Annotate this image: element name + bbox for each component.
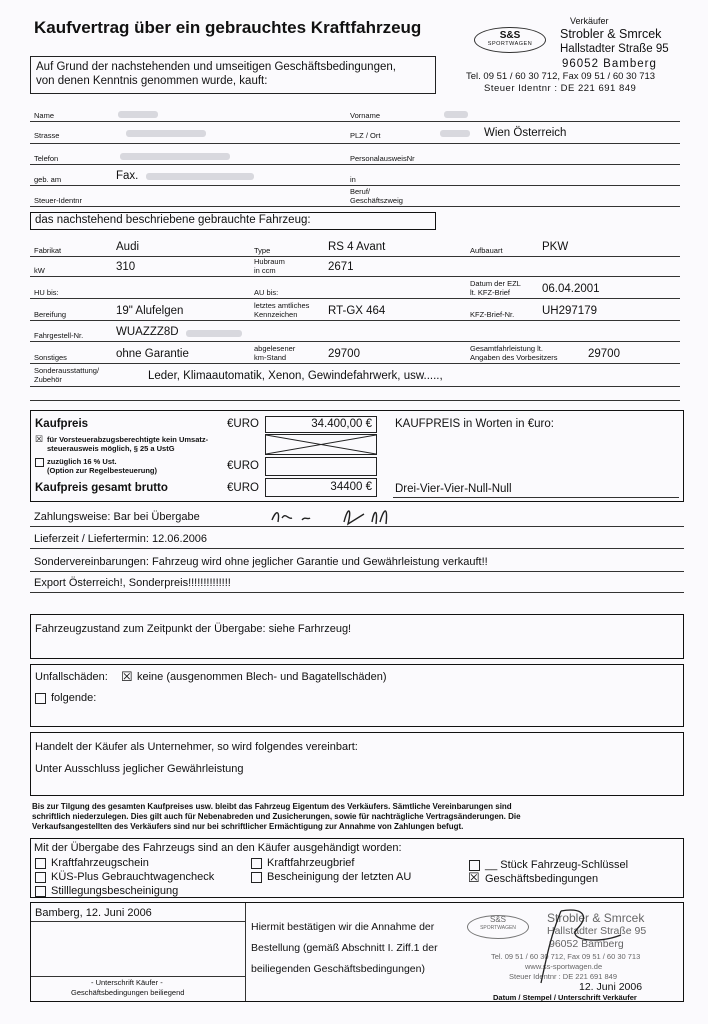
steuer-label: Steuer-Identnr xyxy=(34,196,82,205)
folgende-checkbox[interactable] xyxy=(35,693,46,704)
zahlungsweise: Zahlungsweise: Bar bei Übergabe xyxy=(34,511,200,523)
kaufpreis-worte-label: KAUFPREIS in Worten in €uro: xyxy=(395,418,554,430)
sondervereinbarungen: Sondervereinbarungen: Fahrzeug wird ohne jeglicher Garantie und Gewährleistung verkauft!! xyxy=(34,556,488,568)
vehicle-header: das nachstehend beschriebene gebrauchte Fahrzeug: xyxy=(35,214,311,226)
brief-value: UH297179 xyxy=(542,305,597,317)
fahrgestell-value: WUAZZZ8D xyxy=(116,326,179,338)
redacted-plz xyxy=(440,130,470,137)
kennzeichen-label-2: Kennzeichen xyxy=(254,310,298,319)
divider xyxy=(30,143,680,144)
uebergabe-box xyxy=(30,838,684,898)
stamp-web: www.ss-sportwagen.de xyxy=(525,962,603,971)
plz-label: PLZ / Ort xyxy=(350,131,381,140)
hubraum-value: 2671 xyxy=(328,261,354,273)
intro-line-2: von denen Kenntnis genommen wurde, kauft: xyxy=(36,75,268,87)
stamp-city: 96052 Bamberg xyxy=(549,938,624,950)
unfall-value: keine (ausgenommen Blech- und Bagatellschäden) xyxy=(137,671,387,683)
stamp-logo-bottom: SPORTWAGEN xyxy=(480,925,516,931)
au-bescheinigung-checkbox[interactable] xyxy=(251,872,262,883)
export-note: Export Österreich!, Sonderpreis!!!!!!!!!!!!!! xyxy=(34,577,231,589)
sonstiges-value: ohne Garantie xyxy=(116,348,189,360)
kfz-brief-checkbox[interactable] xyxy=(251,858,262,869)
vehicle-header-box xyxy=(30,212,436,230)
km-value: 29700 xyxy=(328,348,360,360)
divider xyxy=(30,256,680,257)
seller-name: Strobler & Smrcek xyxy=(560,27,662,41)
footer-divider xyxy=(245,903,246,1001)
kennzeichen-value: RT-GX 464 xyxy=(328,305,386,317)
eigentumsvorbehalt xyxy=(32,802,521,832)
cross-mark-icon xyxy=(266,435,376,454)
ezl-source-label: lt. KFZ-Brief xyxy=(470,288,511,297)
fabrikat-value: Audi xyxy=(116,241,140,253)
intro-line-1: Auf Grund der nachstehenden und umseitigen Geschäftsbedingungen, xyxy=(36,61,396,73)
schluessel-label: __ Stück Fahrzeug-Schlüssel xyxy=(485,859,629,871)
beruf-label: Beruf/ xyxy=(350,187,371,196)
crossed-field xyxy=(265,434,377,455)
divider xyxy=(30,298,680,299)
divider xyxy=(31,921,245,922)
ort-datum: Bamberg, 12. Juni 2006 xyxy=(35,907,152,919)
fabrikat-label: Fabrikat xyxy=(34,246,62,255)
in-label: in xyxy=(350,175,356,184)
divider xyxy=(30,206,680,207)
bestaetigung-line-1: Hiermit bestätigen wir die Annahme der xyxy=(251,921,435,933)
redacted-vorname xyxy=(444,111,468,118)
aufbauart-value: PKW xyxy=(542,241,569,253)
zustand-box xyxy=(30,614,684,659)
divider xyxy=(30,548,684,549)
type-label: Type xyxy=(254,246,271,255)
stamp-phone: Tel. 09 51 / 60 30 712, Fax 09 51 / 60 30 713 xyxy=(491,952,641,961)
ezl-value: 06.04.2001 xyxy=(542,283,600,295)
folgende-label: folgende: xyxy=(51,692,97,704)
hubraum-label: Hubraum xyxy=(254,257,285,266)
brutto-label: Kaufpreis gesamt brutto xyxy=(35,482,168,494)
seller-phone: Tel. 09 51 / 60 30 712, Fax 09 51 / 60 30 713 xyxy=(466,71,656,82)
eigentum-line-1: Bis zur Tilgung des gesamten Kaufpreises usw. bleibt das Fahrzeug Eigentum des Verkäufers. Sämtliche Vereinbarungen sind xyxy=(32,802,512,811)
strasse-label: Strasse xyxy=(34,131,60,140)
redacted-fahrgestell xyxy=(186,330,242,337)
ausweis-label: PersonalausweisNr xyxy=(350,154,415,163)
kaufpreis-field xyxy=(265,416,377,433)
gesamt-label: Gesamtfahrleistung lt. xyxy=(470,344,543,353)
unterschrift-kaeufer: - Unterschrift Käufer - xyxy=(91,978,163,987)
divider xyxy=(30,386,680,387)
unternehmer-label: Handelt der Käufer als Unternehmer, so wird folgendes vereinbart: xyxy=(35,741,358,753)
hu-label: HU bis: xyxy=(34,288,59,297)
unternehmer-value: Unter Ausschluss jeglicher Gewährleistung xyxy=(35,763,244,775)
zustand: Fahrzeugzustand zum Zeitpunkt der Übergabe: siehe Farhrzeug! xyxy=(35,623,352,635)
option-1-line-1: für Vorsteuerabzugsberechtigte kein Umsatz- xyxy=(47,435,209,444)
km-label: abgelesener xyxy=(254,344,296,353)
divider xyxy=(30,592,684,593)
kaufpreis-label: Kaufpreis xyxy=(35,418,89,430)
fax-value: Fax. xyxy=(116,170,139,182)
seller-stamp xyxy=(451,907,681,991)
price-box xyxy=(30,410,684,502)
unfall-box xyxy=(30,664,684,727)
option-2-line-2: (Option zur Regelbesteuerung) xyxy=(47,466,158,475)
sonderausstattung-value: Leder, Klimaautomatik, Xenon, Gewindefahrwerk, usw....., xyxy=(148,370,443,382)
divider xyxy=(30,320,680,321)
zubehoer-label: Zubehör xyxy=(34,375,62,384)
kaufpreis-value: 34.400,00 € xyxy=(311,418,372,430)
redacted-telefon xyxy=(120,153,230,160)
uebergabe-title: Mit der Übergabe des Fahrzeugs sind an den Käufer ausgehändigt worden: xyxy=(34,842,402,854)
euro-label-1: €URO xyxy=(227,418,259,430)
brutto-value: 34400 € xyxy=(330,481,372,493)
stamp-name: Strobler & Smrcek xyxy=(547,911,645,925)
divider xyxy=(30,276,680,277)
redacted-fax xyxy=(146,173,254,180)
unfall-label: Unfallschäden: xyxy=(35,671,108,683)
kues-label: KÜS-Plus Gebrauchtwagencheck xyxy=(51,871,215,883)
name-label: Name xyxy=(34,111,55,120)
euro-label-3: €URO xyxy=(227,482,259,494)
gesamt-label-2: Angaben des Vorbesitzers xyxy=(470,353,558,362)
divider xyxy=(30,185,680,186)
eigentum-line-3: Verkaufsangestellten des Verkäufers sind nur bei schriftlicher Ermächtigung zur Annahme von Zahlungen befugt. xyxy=(32,822,464,831)
brief-label: KFZ-Brief-Nr. xyxy=(470,310,515,319)
option-1-line-2: steuerausweis möglich, § 25 a UstG xyxy=(47,444,175,453)
stilllegung-checkbox[interactable] xyxy=(35,886,46,897)
unternehmer-box xyxy=(30,732,684,796)
worte-line xyxy=(393,497,679,498)
datum-stempel-label: Datum / Stempel / Unterschrift Verkäufer xyxy=(493,993,637,1002)
kues-checkbox[interactable] xyxy=(35,872,46,883)
divider xyxy=(30,526,684,527)
vorname-label: Vorname xyxy=(350,111,381,120)
seller-logo xyxy=(474,27,546,53)
redacted-strasse xyxy=(126,130,206,137)
ezl-label: Datum der EZL xyxy=(470,279,521,288)
kfz-schein-checkbox[interactable] xyxy=(35,858,46,869)
kw-label: kW xyxy=(34,266,45,275)
document-title: Kaufvertrag über ein gebrauchtes Kraftfahrzeug xyxy=(34,18,422,37)
telefon-label: Telefon xyxy=(34,154,59,163)
signature-icon xyxy=(521,905,641,989)
kfz-schein-label: Kraftfahrzeugschein xyxy=(51,857,149,869)
option-2-checkbox[interactable] xyxy=(35,458,44,467)
gesamt-value: 29700 xyxy=(588,348,620,360)
kw-value: 310 xyxy=(116,261,136,273)
brutto-field xyxy=(265,478,377,497)
unfall-keine-checkbox[interactable]: ☒ xyxy=(121,669,133,684)
signature-line xyxy=(31,976,245,977)
bestaetigung xyxy=(251,917,438,980)
sonderausstattung-label: Sonderausstattung/ xyxy=(34,366,100,375)
stamp-logo-top: S&S xyxy=(489,915,506,924)
eigentum-line-2: schriftlich niederzulegen. Dies gilt auch für Nebenabreden und Zusicherungen, sowie für nachträgliche Vertragsänderungen. Die xyxy=(32,812,521,821)
fahrgestell-label: Fahrgestell-Nr. xyxy=(34,331,84,340)
stamp-date: 12. Juni 2006 xyxy=(579,981,643,993)
stamp-street: Hallstadter Straße 95 xyxy=(547,925,647,937)
sonstiges-label: Sonstiges xyxy=(34,353,67,362)
bestaetigung-line-3: beiliegenden Geschäftsbedingungen) xyxy=(251,963,425,975)
stilllegung-label: Stilllegungsbescheinigung xyxy=(51,885,179,897)
seller-city: 96052 Bamberg xyxy=(562,58,657,70)
divider xyxy=(30,571,684,572)
divider xyxy=(30,164,680,165)
redacted-name xyxy=(118,111,158,118)
option-1-checkbox[interactable]: ☒ xyxy=(35,434,44,444)
divider xyxy=(30,400,680,401)
au-label: AU bis: xyxy=(254,288,279,297)
hubraum-unit-label: in ccm xyxy=(254,266,276,275)
au-bescheinigung-label: Bescheinigung der letzten AU xyxy=(267,871,412,883)
intro-box xyxy=(30,56,436,94)
divider xyxy=(30,363,680,364)
ust-field xyxy=(265,457,377,476)
geschaeftszweig-label: Geschäftszweig xyxy=(350,196,403,205)
seller-tax: Steuer Identnr : DE 221 691 849 xyxy=(484,83,637,94)
gb-checkbox[interactable]: ☒ xyxy=(468,870,480,885)
plz-value: Wien Österreich xyxy=(484,127,567,139)
kennzeichen-label: letztes amtliches xyxy=(254,301,310,310)
stamp-tax: Steuer Identnr : DE 221 691 849 xyxy=(509,972,617,981)
divider xyxy=(30,121,680,122)
signature-icon xyxy=(268,502,428,528)
brutto-worte: Drei-Vier-Vier-Null-Null xyxy=(395,483,512,495)
geb-label: geb. am xyxy=(34,175,62,184)
option-2-line-1: zuzüglich 16 % Ust. xyxy=(47,457,117,466)
bestaetigung-line-2: Bestellung (gemäß Abschnitt I. Ziff.1 der xyxy=(251,942,438,954)
seller-label: Verkäufer xyxy=(570,16,609,26)
aufbauart-label: Aufbauart xyxy=(470,246,503,255)
gb-label: Geschäftsbedingungen xyxy=(485,873,599,885)
gb-beiliegend: Geschäftsbedingungen beiliegend xyxy=(71,988,185,997)
seller-street: Hallstadter Straße 95 xyxy=(560,43,669,55)
kfz-brief-label: Kraftfahrzeugbrief xyxy=(267,857,355,869)
logo-top-text: S&S xyxy=(499,30,521,41)
bereifung-value: 19" Alufelgen xyxy=(116,305,184,317)
lieferzeit: Lieferzeit / Liefertermin: 12.06.2006 xyxy=(34,533,208,545)
bereifung-label: Bereifung xyxy=(34,310,67,319)
type-value: RS 4 Avant xyxy=(328,241,386,253)
euro-label-2: €URO xyxy=(227,460,259,472)
divider xyxy=(30,341,680,342)
stamp-logo xyxy=(467,915,529,939)
logo-bottom-text: SPORTWAGEN xyxy=(487,41,533,47)
km-label-2: km-Stand xyxy=(254,353,287,362)
footer-box xyxy=(30,902,684,1002)
